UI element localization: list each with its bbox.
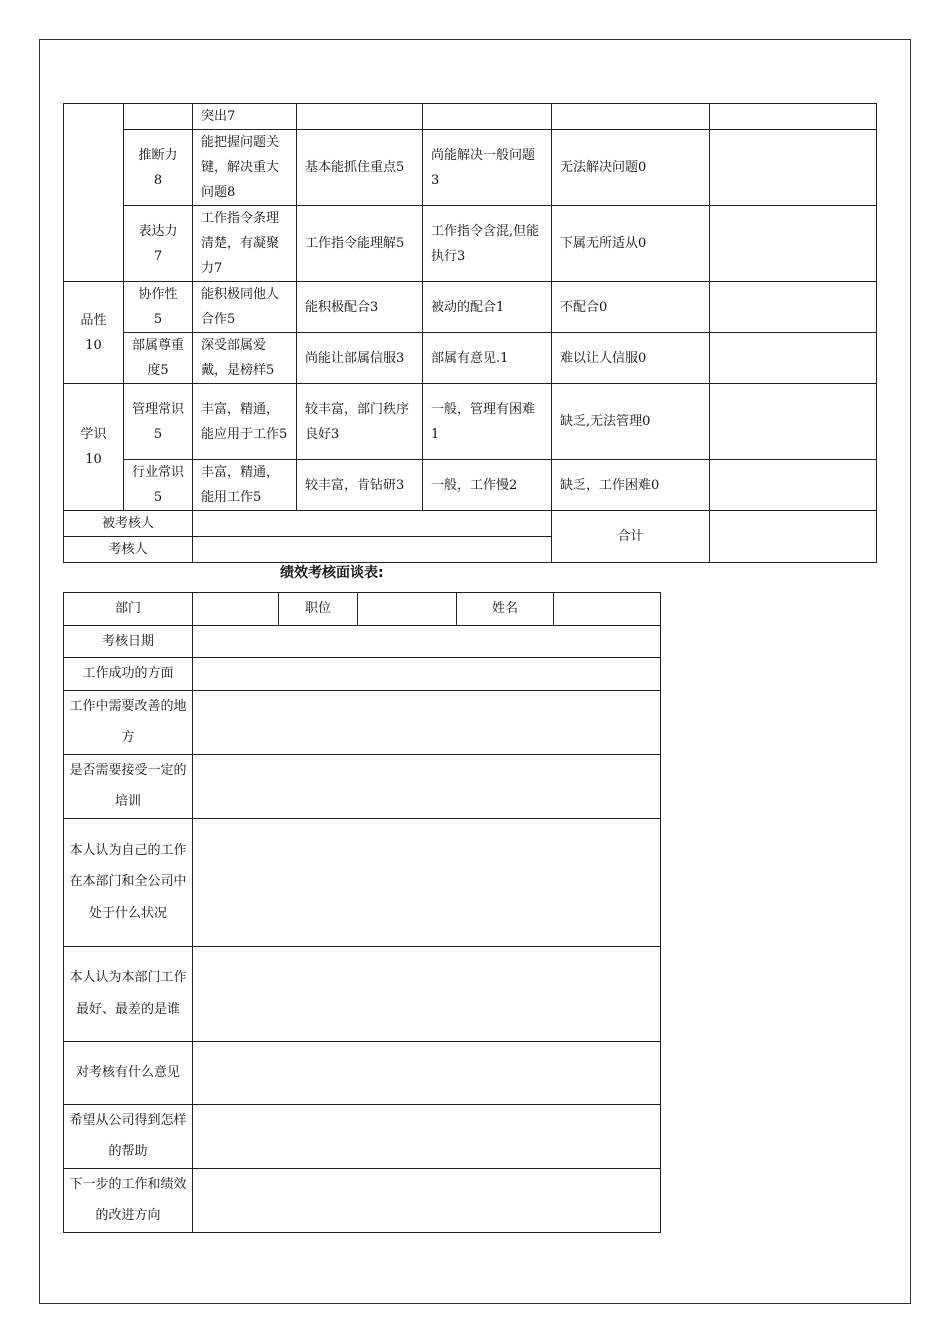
criteria-cell: 下属无所适从0	[552, 206, 710, 282]
criteria-cell	[552, 104, 710, 130]
criteria-cell: 一般，管理有困难1	[423, 384, 552, 460]
row-label: 下一步的工作和绩效的改进方向	[64, 1168, 193, 1232]
department-field[interactable]	[193, 593, 279, 626]
criteria-cell: 工作指令含混,但能执行3	[423, 206, 552, 282]
answer-field[interactable]	[193, 1168, 661, 1232]
answer-field[interactable]	[193, 946, 661, 1041]
criteria-cell: 尚能让部属信服3	[297, 333, 423, 384]
item-cell: 协作性 5	[124, 282, 193, 333]
criteria-cell: 深受部属爱戴，是榜样5	[193, 333, 297, 384]
criteria-cell: 缺乏，工作困难0	[552, 460, 710, 511]
table-row	[64, 593, 661, 626]
category-cell: 学识 10	[64, 384, 124, 511]
criteria-cell: 能积极同他人合作5	[193, 282, 297, 333]
position-field[interactable]	[358, 593, 457, 626]
criteria-cell: 较丰富，肯钻研3	[297, 460, 423, 511]
appraisee-field[interactable]	[193, 511, 552, 537]
answer-field[interactable]	[193, 1041, 661, 1104]
category-cell	[64, 104, 124, 282]
appraisee-label: 被考核人	[64, 511, 193, 537]
answer-field[interactable]	[193, 658, 661, 691]
table-row	[64, 1168, 661, 1232]
name-label: 姓名	[457, 593, 554, 626]
row-label: 工作成功的方面	[64, 658, 193, 691]
criteria-cell: 不配合0	[552, 282, 710, 333]
score-cell	[710, 130, 877, 206]
table-row	[64, 104, 877, 130]
criteria-cell: 丰富，精通，能用工作5	[193, 460, 297, 511]
table-row	[64, 658, 661, 691]
table-row	[64, 130, 877, 206]
table-row	[64, 690, 661, 754]
row-label: 希望从公司得到怎样的帮助	[64, 1104, 193, 1168]
criteria-cell	[423, 104, 552, 130]
table-row	[64, 511, 877, 537]
table-row	[64, 206, 877, 282]
evaluation-table	[63, 103, 877, 563]
row-label: 对考核有什么意见	[64, 1041, 193, 1104]
item-cell	[124, 104, 193, 130]
criteria-cell: 较丰富，部门秩序良好3	[297, 384, 423, 460]
score-cell	[710, 460, 877, 511]
table-row	[64, 1104, 661, 1168]
item-cell: 表达力 7	[124, 206, 193, 282]
table-row	[64, 946, 661, 1041]
position-label: 职位	[279, 593, 358, 626]
table-row	[64, 818, 661, 946]
score-cell	[710, 104, 877, 130]
answer-field[interactable]	[193, 1104, 661, 1168]
table-row	[64, 460, 877, 511]
criteria-cell: 部属有意见.1	[423, 333, 552, 384]
row-label: 是否需要接受一定的培训	[64, 754, 193, 818]
answer-field[interactable]	[193, 818, 661, 946]
table-row	[64, 754, 661, 818]
row-label: 本人认为本部门工作最好、最差的是谁	[64, 946, 193, 1041]
item-cell: 行业常识5	[124, 460, 193, 511]
table-row	[64, 384, 877, 460]
item-cell: 部属尊重度5	[124, 333, 193, 384]
criteria-cell: 能积极配合3	[297, 282, 423, 333]
score-cell	[710, 333, 877, 384]
criteria-cell: 工作指令能理解5	[297, 206, 423, 282]
row-label: 工作中需要改善的地方	[64, 690, 193, 754]
department-label: 部门	[64, 593, 193, 626]
criteria-cell: 丰富，精通，能应用于工作5	[193, 384, 297, 460]
criteria-cell: 能把握问题关键，解决重大问题8	[193, 130, 297, 206]
score-cell	[710, 282, 877, 333]
answer-field[interactable]	[193, 625, 661, 658]
criteria-cell: 突出7	[193, 104, 297, 130]
item-cell: 推断力 8	[124, 130, 193, 206]
row-label: 考核日期	[64, 625, 193, 658]
appraiser-label: 考核人	[64, 537, 193, 563]
criteria-cell	[297, 104, 423, 130]
answer-field[interactable]	[193, 690, 661, 754]
table-row	[64, 282, 877, 333]
category-cell: 品性 10	[64, 282, 124, 384]
answer-field[interactable]	[193, 754, 661, 818]
interview-form-title: 绩效考核面谈表:	[280, 565, 384, 581]
table-row	[64, 333, 877, 384]
table-row	[64, 625, 661, 658]
table-row	[64, 1041, 661, 1104]
total-field[interactable]	[710, 511, 877, 563]
criteria-cell: 缺乏,无法管理0	[552, 384, 710, 460]
item-cell: 管理常识5	[124, 384, 193, 460]
name-field[interactable]	[554, 593, 661, 626]
criteria-cell: 无法解决问题0	[552, 130, 710, 206]
criteria-cell: 尚能解决一般问题3	[423, 130, 552, 206]
criteria-cell: 一般，工作慢2	[423, 460, 552, 511]
row-label: 本人认为自己的工作在本部门和全公司中处于什么状况	[64, 818, 193, 946]
criteria-cell: 基本能抓住重点5	[297, 130, 423, 206]
interview-table	[63, 592, 661, 1233]
total-label: 合计	[552, 511, 710, 563]
criteria-cell: 工作指令条理清楚，有凝聚力7	[193, 206, 297, 282]
score-cell	[710, 206, 877, 282]
criteria-cell: 被动的配合1	[423, 282, 552, 333]
appraiser-field[interactable]	[193, 537, 552, 563]
criteria-cell: 难以让人信服0	[552, 333, 710, 384]
score-cell	[710, 384, 877, 460]
